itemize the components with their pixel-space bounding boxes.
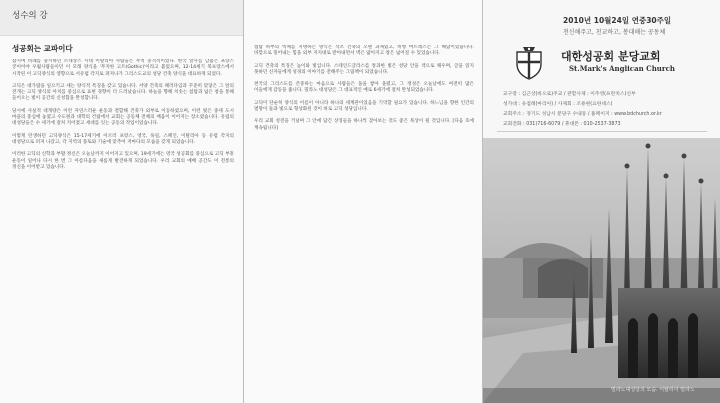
bulletin-masthead [483, 0, 720, 138]
info-line: 교회주소 : 경기도 성남시 분당구 수내동 / 홈페이지 : www.bdchurch.or.kr [503, 112, 662, 117]
church-motto: 천신해주고, 친교하고, 봉대해는 공동체 [563, 29, 666, 36]
article-body-middle [254, 45, 474, 399]
paragraph: 첨탑 하부의 벽체를 지탱하는 방식은 석조 건축의 오랜 과제였고, 비행 버트레스는 그 해답이었습니다. 바깥으로 밀어내는 힘을 외부 지지대로 받아내면서 벽은 얇아지고 창은 넓어질 수 있었습니다. [254, 45, 474, 57]
photo-caption: 밀라노대성당의 모습. 이탈리아 밀라노 [611, 387, 695, 393]
middle-page [244, 0, 482, 403]
paragraph: 고딕이 단순히 양식의 이름이 아니라 하나의 세계관이었음을 기억할 필요가 있습니다. 하느님을 향한 인간의 열망이 돌과 빛으로 형상화된 것이 바로 고딕 성당입니다. [254, 100, 474, 113]
church-emblem-icon [513, 46, 545, 80]
column-title: 성수의 강 [12, 11, 48, 21]
paragraph: 천국의 그리스도를 존중하는 마음으로 사람들은 돌을 쌓아 올렸고, 그 정성은 오늘날에도 여전히 많은 이들에게 감동을 줍니다. 밀라노 대성당은 그 대표적인 예로 6세기에 걸쳐 완성되었습니다. [254, 82, 474, 94]
info-line: 교회전화 : 031)716-6079 / 휴대폰 : 010-2537-3873 [503, 122, 621, 127]
church-name-english: St.Mark's Anglican Church [569, 64, 675, 73]
paragraph: 당시에 사실적 대개량은 이런 자연스러운 운동과 결합해 건축가 외부로 이동하였으며, 이런 빛은 중세 도시 마을의 중심에 놓였고 수도원과 대학의 건립에서 교회는 공동체 전체의 배움이 이어지는 장소였습니다. 유럽의 대성당들은 수 세기에 걸쳐 지어졌고 세대를 잇는 공동의 작업이었습니다. [12, 108, 234, 127]
info-line: 교구장 : 김근상(바오로)주교 / 관할사제 : 이주영(프란치스)신부 [503, 92, 636, 97]
paragraph: 이렇게 탄생하던 고딕양식은 15-17세기에 이르러 프랑스, 영국, 독일, 스페인, 이탈리아 등 유럽 각지의 대성당으로 퍼져 나갔고, 각 지역의 풍토와 기술에 맞추어 저마다의 모습을 갖게 되었습니다. [12, 133, 234, 145]
paragraph: 고딕 건축의 특징은 높이와 빛입니다. 스테인드글라스를 통과한 빛은 성당 안을 색으로 채우며, 글을 읽지 못하던 신자들에게 성경의 이야기를 전해주는 그림책이 되었습니다. [254, 63, 474, 75]
article-body-left [12, 59, 234, 399]
paragraph: 고딕은 대가람을 일으키고 세는 양식적 특징을 갖고 있습니다. 서양 건축의 패러다임과 꾸준히 맞닿은 그 앞의 전개는 고딕 양식의 아치를 중심으로 표현 경향이 더 드러났습니다. 하늘을 향해 치솟는 첨탑과 넓은 창을 통해 들어오는 빛이 공간의 신성함을 완성합니다. [12, 83, 234, 102]
paragraph: 이러한 고딕의 신학과 부활 정신은 오늘날까지 이어지고 있으며, 19세기에는 영국 성공회를 중심으로 고딕 부흥 운동이 일어나 다시 한 번 그 아름다움을 새롭게 발견하게 되었습니다. 우리 교회의 예배 공간도 이 전통의 정신을 이어받고 있습니다. [12, 152, 234, 170]
left-page [0, 0, 243, 403]
column-header [0, 0, 243, 36]
paragraph: 우리 교회 성전을 거닐며 그 안에 담긴 상징들을 하나씩 찾아보는 것도 좋은 묵상이 될 것입니다. [다음 호에 계속됩니다] [254, 119, 474, 131]
section-title: 성공회는 교파이다 [12, 44, 73, 53]
info-line: 성가대 : 유점례(마리아) / 사제회 : 조용현(요한네스) [503, 102, 613, 107]
right-page [483, 0, 720, 403]
church-name-korean: 대한성공회 분당교회 [561, 50, 661, 63]
issue-date: 2010년 10월24일 연중30주일 [563, 16, 672, 25]
paragraph: 잡시며 비례를 중시하던 르네상스 시대 이탈리아 사람들은 무척 충격적이었다. 한국 앞사를 남불은 프랑스 궁이어야 우월사람들이던 이 모래 양식을 '무지한 고트(Gothic)'이라고 불렀으며, 12-14세기 북프랑스에서 시작된 이 고딕양식의 영향으로 서유럽 각지로 퍼져나가 그리스도교의 성당 건축 양식을 대표하게 되었다. [12, 59, 234, 77]
divider [497, 131, 707, 132]
cathedral-photo [483, 138, 720, 403]
